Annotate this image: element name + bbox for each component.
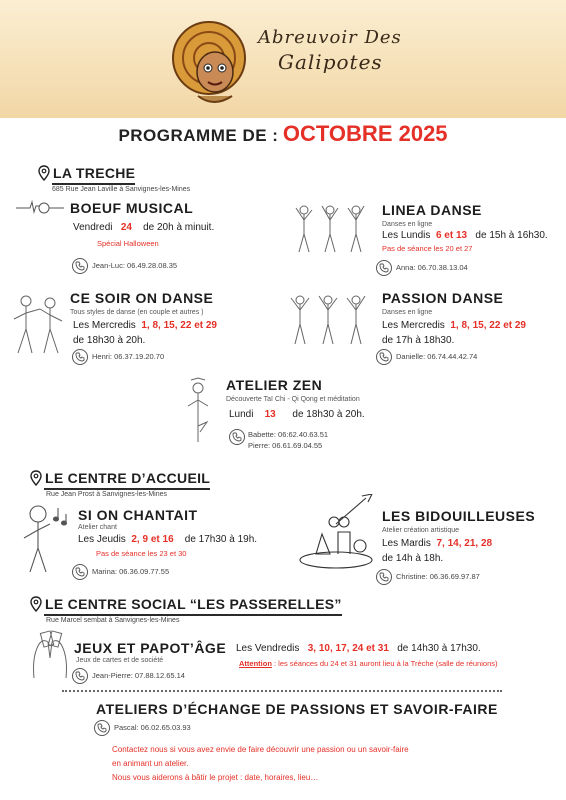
- footer-contact: [94, 720, 191, 736]
- activity-subtitle-jeux: Jeux de cartes et de société: [76, 657, 164, 664]
- contact-text: Jean-Luc: 06.49.28.08.35: [92, 260, 178, 270]
- activity-title-linea: LINEA DANSE: [382, 202, 482, 218]
- schedule-dates: 7, 14, 21, 28: [436, 538, 493, 549]
- footer-line-1: Contactez nous si vous avez envie de faire découvrir une passion ou un savoir-faire: [112, 745, 409, 754]
- activity-schedule-zen: [229, 409, 365, 420]
- activity-title-cesoir: CE SOIR ON DANSE: [70, 290, 214, 306]
- schedule-day: Vendredi: [73, 222, 113, 233]
- activity-title-chantait: SI ON CHANTAIT: [78, 507, 198, 523]
- activity-title-zen: ATELIER ZEN: [226, 377, 323, 393]
- footer-line-3: Nous vous aiderons à bâtir le projet : date, horaires, lieu…: [112, 773, 319, 782]
- contact-text: Marina: 06.36.09.77.55: [92, 566, 170, 576]
- dotted-divider: [62, 690, 502, 692]
- activity-subtitle-zen: Découverte Taï Chi - Qi Qong et méditation: [226, 396, 360, 403]
- activity-title-passion: PASSION DANSE: [382, 290, 504, 306]
- map-pin-icon: [30, 596, 42, 612]
- dancers-illustration: [292, 200, 370, 258]
- activity-note-chantait: Pas de séance les 23 et 30: [96, 549, 187, 558]
- schedule-time: de 14h30 à 17h30.: [397, 643, 481, 654]
- activity-subtitle-bidouilleuses: Atelier création artistique: [382, 527, 460, 534]
- activity-schedule-bidouilleuses: [382, 538, 492, 549]
- contact-text: Christine: 06.36.69.97.87: [396, 571, 480, 581]
- venue-address: 685 Rue Jean Laville à Sanvignes-les-Mines: [52, 186, 191, 193]
- programme-title: [0, 121, 566, 147]
- programme-month: OCTOBRE 2025: [282, 121, 448, 146]
- contact-zen: [229, 429, 249, 445]
- venue-name: LE CENTRE SOCIAL “LES PASSERELLES”: [45, 596, 342, 612]
- craft-tools-illustration: [296, 494, 378, 572]
- contact-jeux: [72, 668, 185, 684]
- activity-time-cesoir: de 18h30 à 20h.: [73, 335, 146, 346]
- attention-text: : les séances du 24 et 31 auront lieu à la Trèche (salle de réunions): [274, 659, 498, 668]
- contact-cesoir: [72, 349, 164, 365]
- attention-note-jeux: [239, 659, 498, 668]
- phone-icon: [229, 429, 245, 445]
- hands-holding-cards-illustration: [28, 628, 72, 680]
- dancing-couple-illustration: [10, 293, 66, 357]
- schedule-dates: 1, 8, 15, 22 et 29: [450, 320, 526, 331]
- programme-prefix: PROGRAMME DE :: [118, 126, 279, 145]
- activity-schedule-jeux: [236, 643, 481, 654]
- phone-icon: [72, 258, 88, 274]
- guitar-heartbeat-illustration: [16, 196, 64, 218]
- schedule-day: Les Mercredis: [73, 320, 136, 331]
- contact-linea: [376, 260, 468, 276]
- venue-name: LE CENTRE D’ACCUEIL: [45, 470, 211, 486]
- schedule-day: Lundi: [229, 409, 254, 420]
- activity-title-bidouilleuses: LES BIDOUILLEUSES: [382, 508, 536, 524]
- activity-schedule-chantait: [78, 534, 257, 545]
- schedule-time: de 17h30 à 19h.: [184, 534, 258, 545]
- phone-icon: [72, 564, 88, 580]
- schedule-dates: 3, 10, 17, 24 et 31: [307, 643, 389, 654]
- schedule-time: de 18h30 à 20h.: [292, 409, 365, 420]
- contact-zen-2: Pierre: 06.61.69.04.55: [248, 441, 323, 450]
- schedule-time: de 15h à 16h30.: [475, 230, 548, 241]
- venue-centre-accueil: [30, 470, 210, 486]
- contact-text: Henri: 06.37.19.20.70: [92, 351, 165, 361]
- contact-text: Pascal: 06.02.65.03.93: [114, 722, 191, 732]
- schedule-day: Les Mardis: [382, 538, 431, 549]
- phone-icon: [72, 349, 88, 365]
- contact-bidouilleuses: [376, 569, 480, 585]
- contact-zen-1: Babette: 06:62.40.63.51: [248, 430, 329, 439]
- venue-centre-social: [30, 596, 342, 612]
- activity-schedule-passion: [382, 320, 526, 331]
- schedule-dates: 2, 9 et 16: [131, 534, 174, 545]
- brand-name: [258, 26, 428, 74]
- activity-title-jeux: JEUX ET PAPOT’ÂGE: [74, 640, 227, 656]
- brand-line-1: Abreuvoir Des: [258, 27, 402, 48]
- contact-passion: [376, 349, 477, 365]
- phone-icon: [72, 668, 88, 684]
- activity-subtitle-linea: Danses en ligne: [382, 221, 433, 228]
- activity-note-linea: Pas de séance les 20 et 27: [382, 244, 473, 253]
- attention-label: Attention: [239, 659, 272, 668]
- schedule-dates: 13: [264, 409, 276, 420]
- activity-subtitle-chantait: Atelier chant: [78, 524, 117, 531]
- venue-la-treche: [38, 165, 135, 181]
- footer-title: ATELIERS D’ÉCHANGE DE PASSIONS ET SAVOIR-FAIRE: [96, 701, 498, 717]
- tree-pose-illustration: [183, 376, 213, 446]
- venue-underline: [52, 183, 135, 185]
- map-pin-icon: [38, 165, 50, 181]
- schedule-day: Les Mercredis: [382, 320, 445, 331]
- footer-line-2: en animant un atelier.: [112, 759, 189, 768]
- activity-schedule-linea: [382, 230, 548, 241]
- activity-note-boeuf: Spécial Halloween: [97, 239, 159, 248]
- schedule-day: Les Lundis: [382, 230, 431, 241]
- map-pin-icon: [30, 470, 42, 486]
- snail-mascot-logo: [168, 18, 250, 110]
- venue-underline: [44, 488, 210, 490]
- phone-icon: [376, 569, 392, 585]
- schedule-dates: 1, 8, 15, 22 et 29: [141, 320, 217, 331]
- dancers-illustration: [288, 290, 370, 350]
- schedule-day: Les Jeudis: [78, 534, 126, 545]
- brand-line-2: Galipotes: [278, 50, 383, 74]
- venue-underline: [44, 614, 342, 616]
- activity-time-bidouilleuses: de 14h à 18h.: [382, 553, 444, 564]
- schedule-day: Les Vendredis: [236, 643, 300, 654]
- contact-text: Danielle: 06.74.44.42.74: [396, 351, 478, 361]
- singer-illustration: [14, 502, 76, 574]
- activity-schedule-boeuf: [73, 222, 214, 233]
- activity-subtitle-cesoir: Tous styles de danse (en couple et autres ): [70, 309, 204, 316]
- activity-title-boeuf: BOEUF MUSICAL: [70, 200, 194, 216]
- phone-icon: [94, 720, 110, 736]
- contact-text: Jean-Pierre: 07.88.12.65.14: [92, 670, 185, 680]
- venue-address: Rue Jean Prost à Sanvignes-les-Mines: [46, 491, 168, 498]
- venue-address: Rue Marcel sembat à Sanvignes-les-Mines: [46, 617, 180, 624]
- phone-icon: [376, 349, 392, 365]
- activity-subtitle-passion: Danses en ligne: [382, 309, 433, 316]
- schedule-dates: 6 et 13: [435, 230, 468, 241]
- venue-name: LA TRECHE: [53, 165, 136, 181]
- contact-boeuf: [72, 258, 177, 274]
- contact-chantait: [72, 564, 169, 580]
- contact-text: Anna: 06.70.38.13.04: [396, 262, 468, 272]
- schedule-time: de 20h à minuit.: [143, 222, 215, 233]
- activity-time-passion: de 17h à 18h30.: [382, 335, 455, 346]
- phone-icon: [376, 260, 392, 276]
- schedule-dates: 24: [120, 222, 132, 233]
- activity-schedule-cesoir: [73, 320, 217, 331]
